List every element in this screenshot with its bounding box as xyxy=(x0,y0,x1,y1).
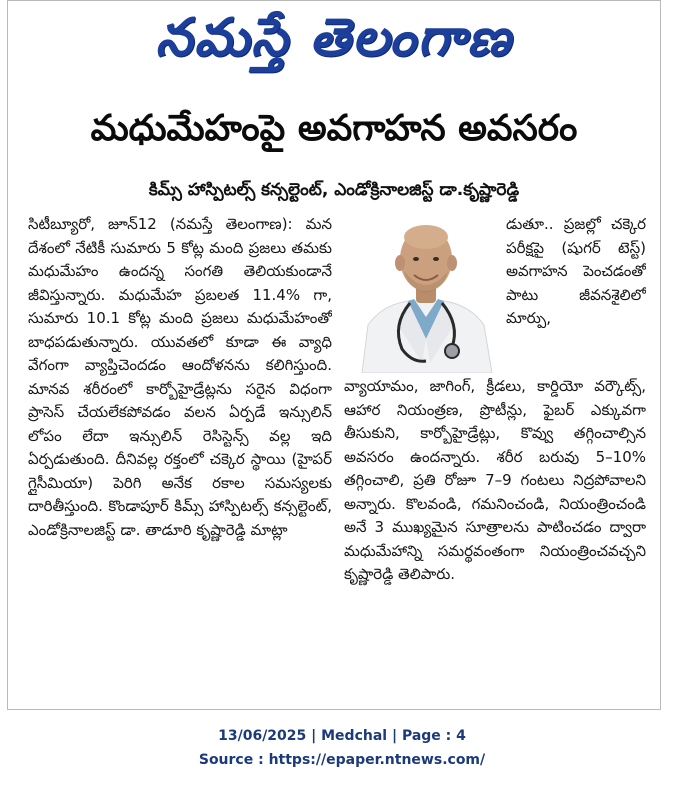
newspaper-clipping xyxy=(7,0,661,710)
article-headline: మధుమేహంపై అవగాహన అవసరం xyxy=(90,108,578,149)
article-column-right-top xyxy=(506,213,646,377)
masthead-logo: నమస్తే తెలంగాణ xyxy=(155,7,513,68)
doctor-photo xyxy=(352,213,500,373)
article-column-right-bottom xyxy=(344,375,646,697)
article-paragraph-right-bottom: వ్యాయామం, జాగింగ్, క్రీడలు, కార్డియో వర్కౌట్స్, ఆహార నియంత్రణ, ప్రొటీన్లు, ఫైబర్ ఎక్కువగా తీసుకుని, కార్బోహైడ్రేట్లు, కొవ్వు తగ్గించాల్సిన అవసరం ఉందన్నారు. శరీర బరువు 5–10% తగ్గించాలి, ప్రతి రోజూ 7–9 గంటలు నిద్రపోవాలని అన్నారు. కొలవండి, గమనించండి, నియంత్రించండి అనే 3 ముఖ్యమైన సూత్రాలను పాటించడం ద్వారా మధుమేహాన్ని సమర్థవంతంగా నియంత్రించవచ్చని కృష్ణారెడ్డి తెలిపారు. xyxy=(344,377,646,583)
article-paragraph-right-top: డుతూ.. ప్రజల్లో చక్కెర పరీక్షపై (షుగర్ టెస్ట్) అవగాహన పెంచడంతో పాటు జీవనశైలిలో మార్పు, xyxy=(506,215,646,327)
footer-source-link[interactable]: Source : https://epaper.ntnews.com/ xyxy=(198,752,486,768)
doctor-portrait-image xyxy=(352,213,500,373)
footer-date-line: 13/06/2025 | Medchal | Page : 4 xyxy=(218,728,466,744)
article-column-left xyxy=(28,213,332,691)
article-byline: కిమ్స్ హాస్పిటల్స్ కన్సల్టెంట్, ఎండోక్రినాలజిస్ట్ డా.కృష్ణారెడ్డి xyxy=(148,180,520,200)
article-paragraph-left: సిటీబ్యూరో, జూన్12 (నమస్తే తెలంగాణ): మన దేశంలో నేటికీ సుమారు 5 కోట్ల మంది ప్రజలు తమకు మధుమేహం ఉందన్న సంగతి తెలియకుండానే జీవిస్తున్నారు. మధుమేహ ప్రబలత 11.4% గా, సుమారు 10.1 కోట్ల మంది ప్రజలు మధుమేహంతో బాధపడుతున్నారు. యువతలో కూడా ఈ వ్యాధి వేగంగా వ్యాప్తిచెందడం ఆందోళనను కలిగిస్తుంది. మానవ శరీరంలో కార్బోహైడ్రేట్లను సరైన విధంగా ప్రాసెస్ చేయలేకపోవడం వలన ఏర్పడే ఇన్సులిన్ లోపం లేదా ఇన్సులిన్ రెసిస్టెన్స్ వల్ల ఇది ఏర్పడుతుంది. దీనివల్ల రక్తంలో చక్కెర స్థాయి (హైపర్ గ్లైసీమియా) పెరిగి అనేక రకాల సమస్యలకు దారితీస్తుంది. కొండాపూర్ కిమ్స్ హాస్పిటల్స్ కన్సల్టెంట్, ఎండోక్రినాలజిస్ట్ డా. తాడూరి కృష్ణారెడ్డి మాట్లా xyxy=(28,215,332,539)
